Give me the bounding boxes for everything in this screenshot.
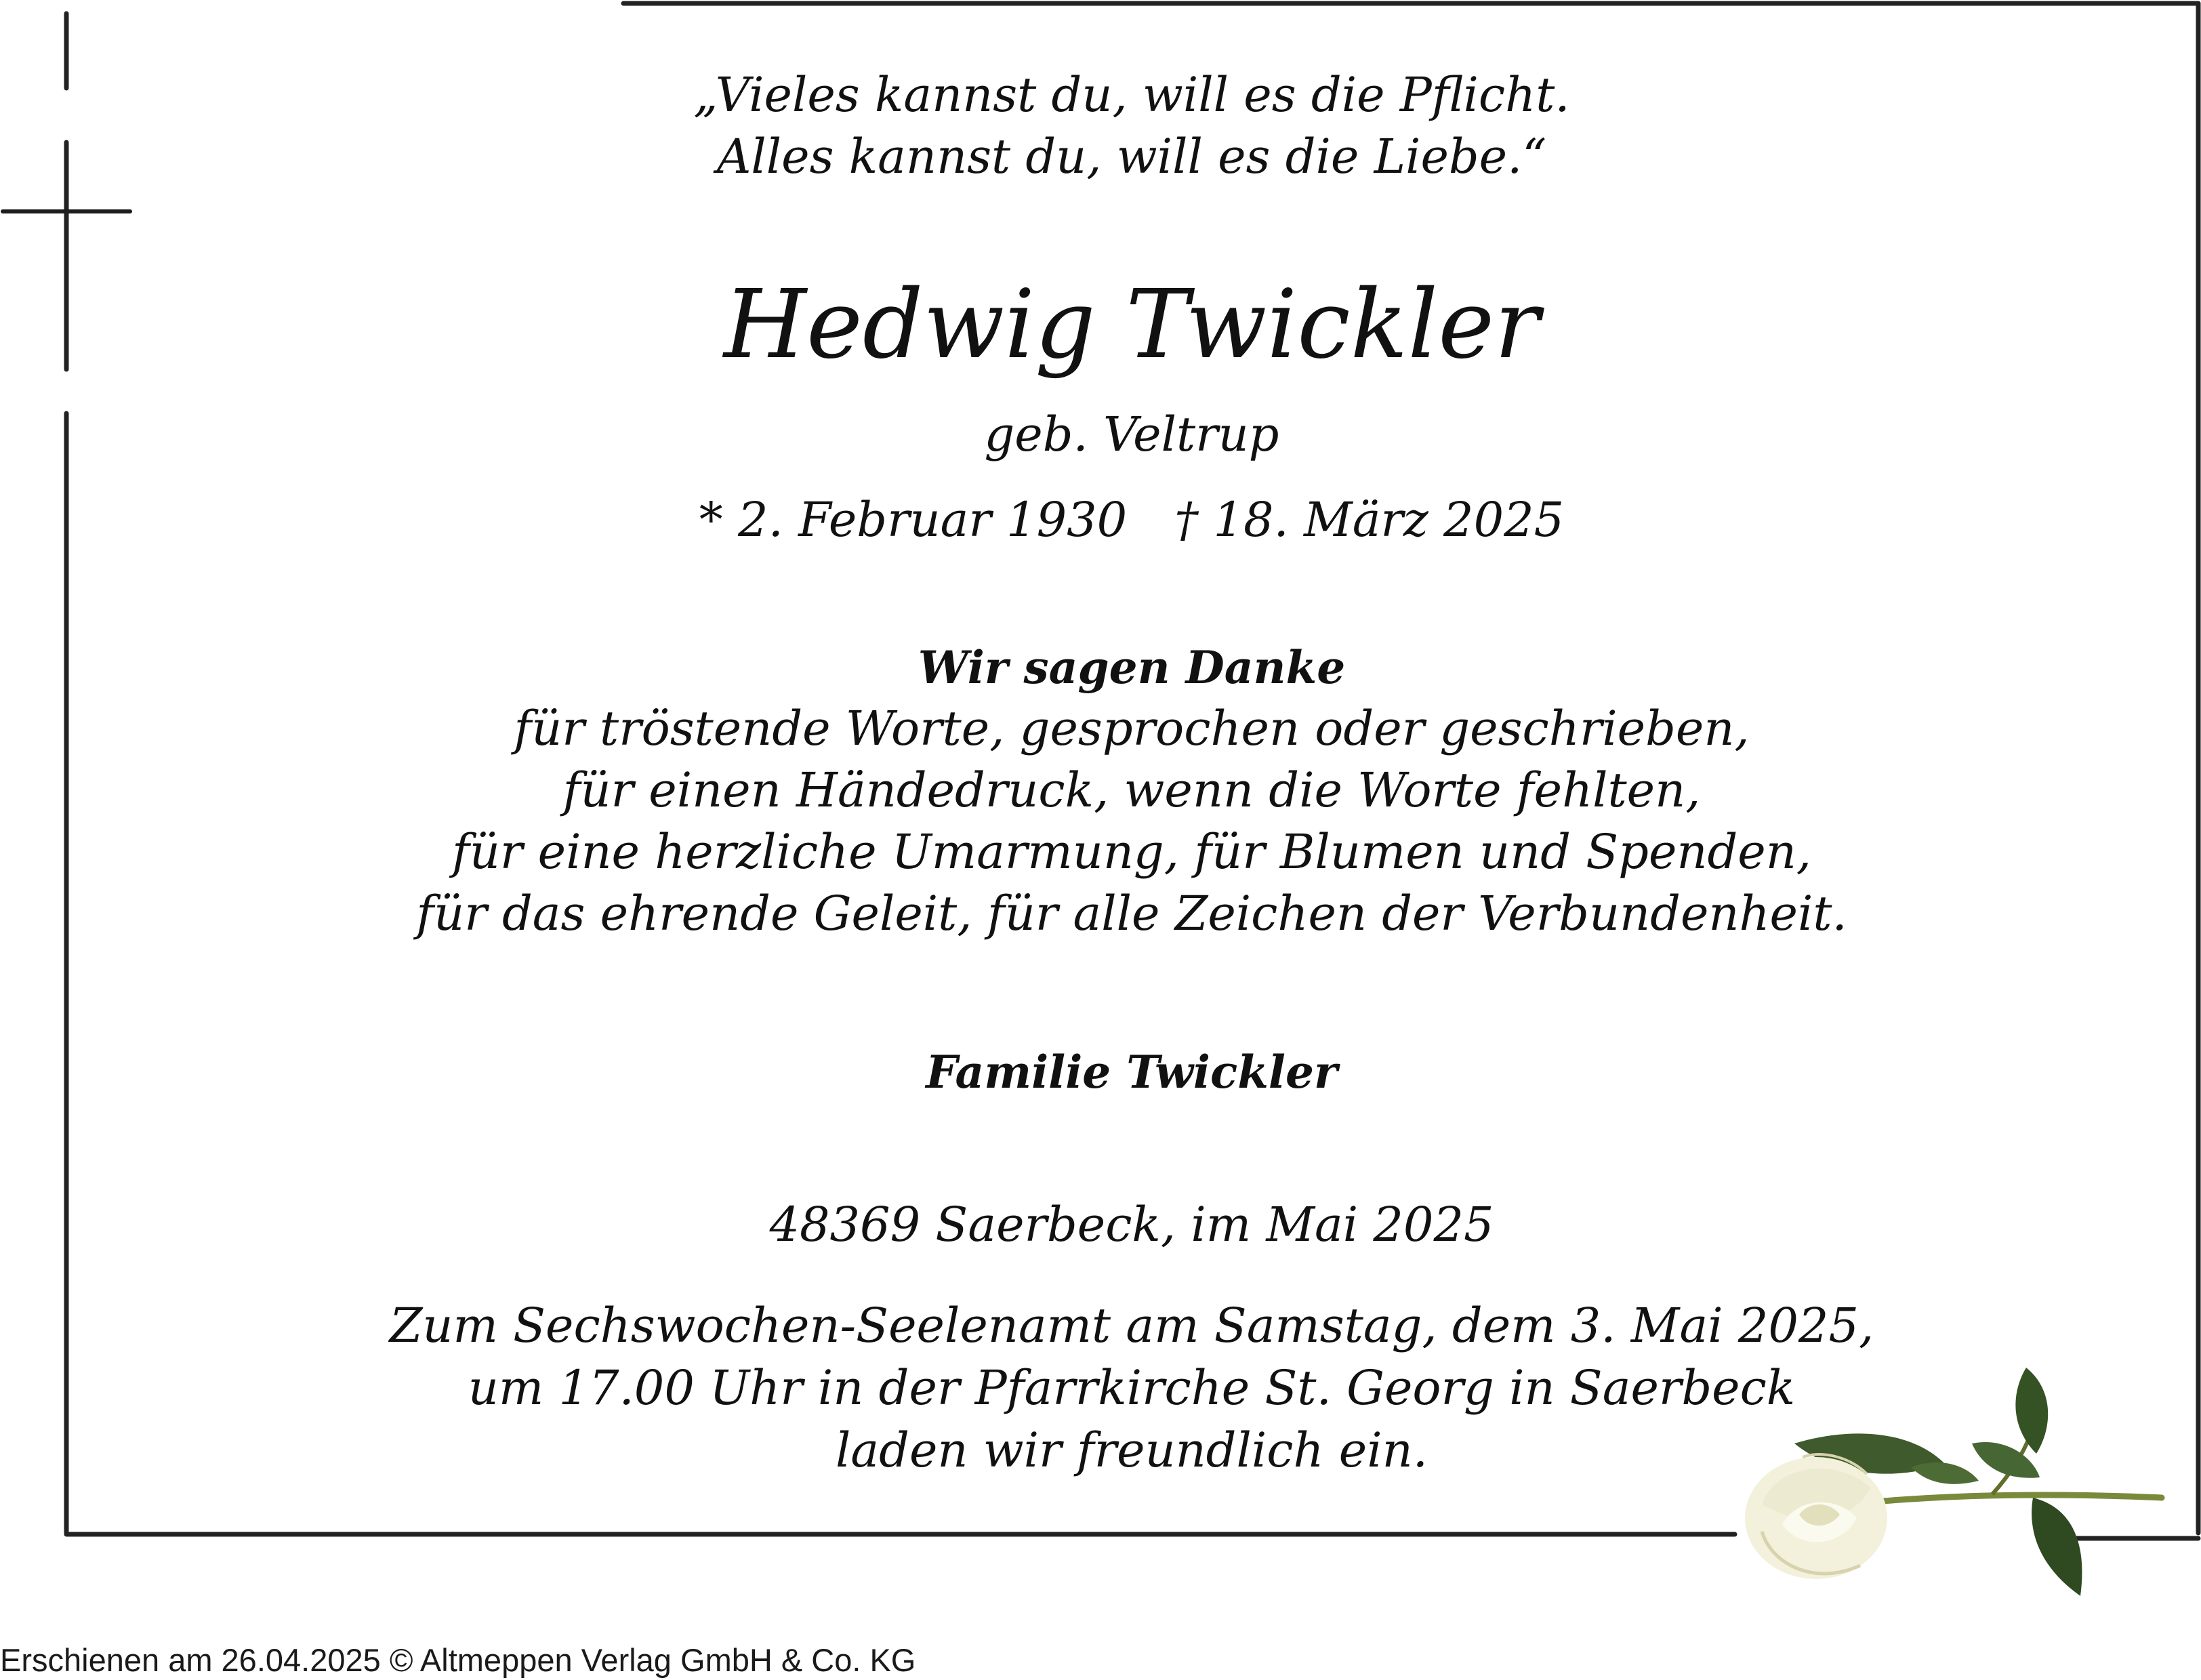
death-date: † 18. März 2025 bbox=[1174, 492, 1565, 548]
place-date: 48369 Saerbeck, im Mai 2025 bbox=[769, 1197, 1494, 1252]
thanks-line: für eine herzliche Umarmung, für Blumen und Spenden, bbox=[451, 824, 1812, 880]
birth-date: * 2. Februar 1930 bbox=[699, 492, 1128, 548]
quote bbox=[0, 64, 2201, 188]
thanks-line: für einen Händedruck, wenn die Worte fehlten, bbox=[562, 762, 1701, 818]
birth-name: geb. Veltrup bbox=[984, 407, 1279, 462]
thanks-line: für das ehrende Geleit, für alle Zeichen der Verbundenheit. bbox=[416, 886, 1847, 941]
signature: Familie Twickler bbox=[926, 1046, 1338, 1099]
footer-credit: Erschienen am 26.04.2025 © Altmeppen Verlag GmbH & Co. KG bbox=[0, 1642, 916, 1678]
invitation-line: Zum Sechswochen-Seelenamt am Samstag, dem 3. Mai 2025, bbox=[389, 1298, 1874, 1353]
deceased-name: Hedwig Twickler bbox=[723, 270, 1540, 380]
thanks-line: für tröstende Worte, gesprochen oder geschrieben, bbox=[514, 701, 1750, 756]
quote-line: Alles kannst du, will es die Liebe.“ bbox=[716, 129, 1547, 184]
invitation-line: laden wir freundlich ein. bbox=[836, 1422, 1428, 1478]
life-dates bbox=[0, 489, 2201, 550]
thanks-title: Wir sagen Danke bbox=[918, 641, 1346, 694]
thanks-text bbox=[0, 698, 2201, 945]
invitation-line: um 17.00 Uhr in der Pfarrkirche St. Georg in Saerbeck bbox=[468, 1360, 1796, 1416]
quote-line: „Vieles kannst du, will es die Pflicht. bbox=[693, 67, 1570, 123]
white-rose-icon bbox=[1735, 1362, 2182, 1613]
